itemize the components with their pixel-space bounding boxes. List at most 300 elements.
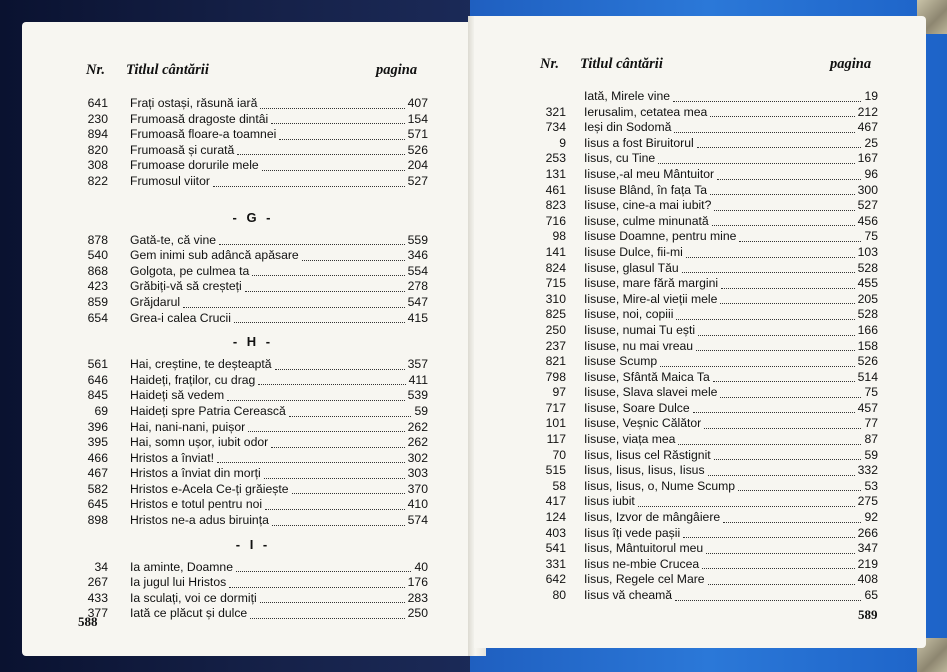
entry-title: Iisuse, numai Tu ești [584,322,696,337]
entry-number: 267 [87,575,108,590]
entry-page: 75 [864,385,878,400]
index-entry [78,279,428,295]
entry-title: Iisuse, Sfântă Maica Ta [584,369,710,384]
dot-leader [712,224,855,226]
index-entry [536,448,878,464]
entry-number: 898 [87,513,108,528]
dot-leader [676,318,854,320]
entry-page: 407 [407,96,428,110]
entry-title: Hai, somn ușor, iubit odor [130,435,269,450]
entry-page: 526 [857,354,878,369]
dot-leader [721,287,855,289]
entry-body [584,479,878,495]
entry-page: 103 [857,244,878,259]
entry-title: Grea-i calea Crucii [130,310,231,325]
entry-title: Ieși din Sodomă [584,120,672,135]
dot-leader [217,461,405,463]
entry-body [584,323,878,339]
entry-number: 515 [545,463,566,478]
right-page-header [474,56,926,76]
entry-number: 377 [87,606,108,621]
index-entry [536,463,878,479]
entry-page: 166 [857,322,878,337]
index-entry [536,89,878,105]
entry-body [584,214,878,230]
entry-body [584,198,878,214]
entry-number: 58 [552,478,566,493]
dot-leader [696,349,855,351]
entry-page: 302 [407,450,428,465]
entry-body [584,370,878,386]
dot-leader [683,536,854,538]
index-entry [78,575,428,591]
entry-number: 69 [94,403,108,418]
entry-title: Iisuse, mare fără margini [584,276,719,291]
index-entry [536,214,878,230]
dot-leader [723,521,861,523]
entry-body [584,385,878,401]
section-letter: - I - [235,536,271,552]
index-entry [536,588,878,604]
entry-page: 300 [857,182,878,197]
entry-title: Iisus vă cheamă [584,588,673,602]
entry-page: 262 [407,435,428,450]
dot-leader [673,100,861,102]
entry-body [130,248,428,264]
entry-body [584,151,878,167]
entry-page: 212 [857,104,878,119]
entry-number: 321 [545,104,566,119]
entry-body [130,311,428,327]
entry-number: 561 [87,357,108,372]
entry-title: Iisus îți vede pașii [584,525,681,540]
entry-page: 547 [407,294,428,309]
dot-leader [739,240,861,242]
dot-leader [710,193,855,195]
entry-body [584,432,878,448]
entry-body [130,264,428,280]
index-entry [536,183,878,199]
entry-body [584,541,878,557]
entry-page: 65 [864,588,878,602]
entry-page: 87 [864,432,878,447]
entry-number: 230 [87,111,108,126]
index-entry [536,229,878,245]
entry-body [130,591,428,607]
entry-page: 347 [857,541,878,556]
entry-page: 574 [407,513,428,528]
entry-number: 715 [545,276,566,291]
index-entry [536,354,878,370]
dot-leader [658,162,855,164]
entry-page: 528 [857,260,878,275]
entry-page: 527 [857,198,878,213]
entry-body [584,463,878,479]
index-entry [78,466,428,482]
index-entry [78,112,428,128]
entry-number: 331 [545,556,566,571]
entry-number: 654 [87,310,108,325]
entry-title: Frumoasă dragoste dintâi [130,111,269,126]
index-entry [78,158,428,174]
entry-number: 395 [87,435,108,450]
entry-body [130,143,428,159]
entry-page: 219 [857,556,878,571]
index-entry [536,151,878,167]
entry-title: Hai, nani-nani, puișor [130,419,246,434]
index-entry [78,233,428,249]
entry-page: 262 [407,419,428,434]
entry-body [584,105,878,121]
entry-title: Iisuse, viața mea [584,432,676,447]
header-title: Titlul cântării [580,56,663,72]
entry-title: Iisuse, glasul Tău [584,260,679,275]
entry-page: 514 [857,369,878,384]
entry-title: Ierusalim, cetatea mea [584,104,708,119]
entry-title: Iisuse, Soare Dulce [584,400,690,415]
entry-title: Iisus iubit [584,494,635,509]
entry-title: Frumoasă și curată [130,142,235,157]
entry-page: 303 [407,466,428,481]
dot-leader [708,474,855,476]
index-entry [536,479,878,495]
entry-body [584,494,878,510]
dot-leader [674,131,854,133]
dot-leader [720,302,854,304]
entry-page: 59 [414,403,428,418]
entry-page: 528 [857,307,878,322]
dot-leader [272,524,405,526]
index-entry [78,435,428,451]
entry-title: Iisuse Blând, în fața Ta [584,182,708,197]
entry-body [130,420,428,436]
entry-body [584,401,878,417]
entry-page: 370 [407,481,428,496]
entry-body [130,435,428,451]
entry-body [584,339,878,355]
entry-number: 403 [545,525,566,540]
entry-title: Iisuse, nu mai vreau [584,338,694,353]
entry-number: 34 [94,559,108,574]
entry-page: 467 [857,120,878,135]
index-entry [78,404,428,420]
header-page: pagina [376,62,418,78]
entry-page: 278 [407,279,428,294]
entry-number: 859 [87,294,108,309]
index-entry [78,264,428,280]
entry-page: 410 [407,497,428,512]
index-entry [78,248,428,264]
entry-body [130,96,428,112]
entry-number: 423 [87,279,108,294]
dot-leader [234,321,405,323]
index-entry [78,143,428,159]
entry-title: Iisus a fost Biruitorul [584,135,694,150]
dot-leader [227,399,404,401]
dot-leader [675,599,861,601]
entry-number: 868 [87,263,108,278]
dot-leader [698,334,855,336]
dot-leader [236,570,411,572]
entry-page: 526 [407,142,428,157]
entry-title: Iisuse, Veșnic Călător [584,416,702,431]
entry-number: 466 [87,450,108,465]
entry-body [584,354,878,370]
entry-body [584,588,878,604]
entry-number: 820 [87,142,108,157]
entry-number: 645 [87,497,108,512]
index-entry [78,357,428,373]
entry-title: Frumoasă floare-a toamnei [130,127,277,142]
dot-leader [717,178,861,180]
entry-title: Gem inimi sub adâncă apăsare [130,248,299,263]
index-entry [536,261,878,277]
index-entry [536,323,878,339]
dot-leader [706,552,854,554]
entry-body [584,120,878,136]
entry-title: Iisus, cu Tine [584,151,656,166]
entry-number: 824 [545,260,566,275]
entry-body [584,89,878,105]
index-entry [78,295,428,311]
dot-leader [638,505,855,507]
entry-page: 275 [857,494,878,509]
entry-body [584,292,878,308]
entry-number: 878 [87,232,108,247]
index-entry [78,388,428,404]
dot-leader [708,583,855,585]
entry-page: 266 [857,525,878,540]
entry-number: 70 [552,447,566,462]
entry-number: 124 [545,510,566,525]
entry-body [584,276,878,292]
entry-page: 154 [407,111,428,126]
entry-body [130,127,428,143]
entry-body [130,388,428,404]
index-entry [536,339,878,355]
entry-body [584,245,878,261]
entry-page: 415 [407,310,428,325]
entry-body [130,112,428,128]
entry-number: 237 [545,338,566,353]
entry-number: 101 [545,416,566,431]
entry-body [584,307,878,323]
dot-leader [250,617,404,619]
index-entry [78,591,428,607]
index-entry [78,560,428,576]
entry-body [130,295,428,311]
entry-number: 894 [87,127,108,142]
entry-page: 332 [857,463,878,478]
entry-title: Hristos e-Acela Ce-ți grăiește [130,481,289,496]
page-number-right: 589 [858,607,878,622]
dot-leader [279,138,404,140]
dot-leader [704,427,861,429]
entry-title: Iisus, Izvor de mângâiere [584,510,721,525]
entry-title: Iisuse, culme minunată [584,213,709,228]
entry-page: 75 [864,229,878,244]
entry-title: Frumosul viitor [130,173,210,188]
entry-page: 250 [407,606,428,621]
index-entry [536,557,878,573]
dot-leader [183,306,405,308]
left-entry-list [78,96,428,622]
entry-number: 541 [545,541,566,556]
dot-leader [262,169,405,171]
entry-number: 825 [545,307,566,322]
entry-body [584,261,878,277]
index-entry [536,370,878,386]
entry-title: Haideți spre Patria Cerească [130,403,286,418]
entry-number: 131 [545,166,566,181]
entry-title: Iisuse Scump [584,354,658,369]
entry-number: 310 [545,291,566,306]
entry-body [584,167,878,183]
entry-number: 646 [87,372,108,387]
entry-title: Grăjdarul [130,294,181,309]
entry-page: 455 [857,276,878,291]
index-entry [536,432,878,448]
index-entry [78,497,428,513]
entry-page: 205 [857,291,878,306]
index-entry [536,572,878,588]
dot-leader [258,383,405,385]
index-entry [536,292,878,308]
dot-leader [678,443,861,445]
index-entry [78,96,428,112]
entry-page: 346 [407,248,428,263]
entry-title: Ia aminte, Doamne [130,559,233,574]
entry-number: 734 [545,120,566,135]
entry-number: 642 [545,572,566,587]
entry-body [584,229,878,245]
entry-page: 77 [864,416,878,431]
entry-body [130,174,428,190]
entry-title: Hai, creștine, te deșteaptă [130,357,272,372]
dot-leader [260,601,405,603]
entry-page: 167 [857,151,878,166]
entry-number: 821 [545,354,566,369]
dot-leader [289,415,412,417]
index-entry [78,127,428,143]
entry-title: Iisus ne-mbie Crucea [584,556,700,571]
entry-number: 308 [87,158,108,173]
entry-body [130,451,428,467]
entry-title: Haideți să vedem [130,388,225,403]
entry-body [130,357,428,373]
entry-number: 540 [87,248,108,263]
entry-number: 798 [545,369,566,384]
index-entry [536,136,878,152]
index-entry [536,416,878,432]
dot-leader [292,492,405,494]
index-entry [536,105,878,121]
entry-number: 467 [87,466,108,481]
dot-leader [213,185,405,187]
entry-body [130,606,428,622]
entry-number: 250 [545,322,566,337]
dot-leader [660,365,855,367]
entry-title: Iisuse Dulce, fii-mi [584,244,683,259]
entry-title: Gată-te, că vine [130,232,217,247]
index-entry [536,245,878,261]
dot-leader [245,290,405,292]
entry-body [584,183,878,199]
entry-title: Grăbiți-vă să creșteți [130,279,242,294]
index-entry [78,174,428,190]
entry-title: Iisuse,-al meu Mântuitor [584,166,715,181]
dot-leader [260,107,404,109]
entry-number: 396 [87,419,108,434]
entry-title: Iată ce plăcut și dulce [130,606,248,621]
entry-body [130,404,428,420]
right-entry-list [536,89,878,604]
dot-leader [714,209,854,211]
entry-number: 98 [552,229,566,244]
dot-leader [248,430,404,432]
header-nr: Nr. [86,62,105,78]
entry-page: 19 [864,89,878,103]
index-entry [536,401,878,417]
entry-page: 408 [857,572,878,587]
dot-leader [271,122,404,124]
entry-page: 527 [407,173,428,188]
section-letter: - G - [232,209,274,225]
dot-leader [686,256,855,258]
entry-title: Hristos a înviat din morți [130,466,261,481]
index-entry [78,513,428,529]
entry-number: 823 [545,198,566,213]
dot-leader [219,243,405,245]
entry-page: 559 [407,232,428,247]
entry-body [130,482,428,498]
entry-number: 641 [87,96,108,110]
index-entry [536,276,878,292]
entry-title: Hristos ne-a adus biruința [130,513,269,528]
index-entry [536,307,878,323]
entry-page: 59 [864,447,878,462]
index-entry [78,482,428,498]
index-entry [536,198,878,214]
entry-title: Frumoase dorurile mele [130,158,259,173]
entry-title: Iată, Mirele vine [584,89,671,103]
entry-number: 582 [87,481,108,496]
entry-page: 92 [864,510,878,525]
index-entry [78,420,428,436]
entry-title: Iisus, Iisus cel Răstignit [584,447,711,462]
entry-title: Iisus, Mântuitorul meu [584,541,704,556]
dot-leader [275,368,405,370]
entry-number: 253 [545,151,566,166]
dot-leader [252,274,404,276]
entry-number: 97 [552,385,566,400]
entry-title: Iisuse, Slava slavei mele [584,385,718,400]
entry-title: Iisuse, cine-a mai iubit? [584,198,712,213]
entry-title: Ia sculați, voi ce dormiți [130,590,257,605]
index-entry [78,311,428,327]
entry-page: 554 [407,263,428,278]
index-entry [536,120,878,136]
entry-title: Iisus, Iisus, o, Nume Scump [584,478,736,493]
entry-title: Iisuse Doamne, pentru mine [584,229,737,244]
entry-page: 456 [857,213,878,228]
entry-number: 461 [545,182,566,197]
entry-title: Frați ostași, răsună iară [130,96,258,110]
entry-number: 417 [545,494,566,509]
entry-number: 845 [87,388,108,403]
dot-leader [738,489,861,491]
dot-leader [229,586,404,588]
